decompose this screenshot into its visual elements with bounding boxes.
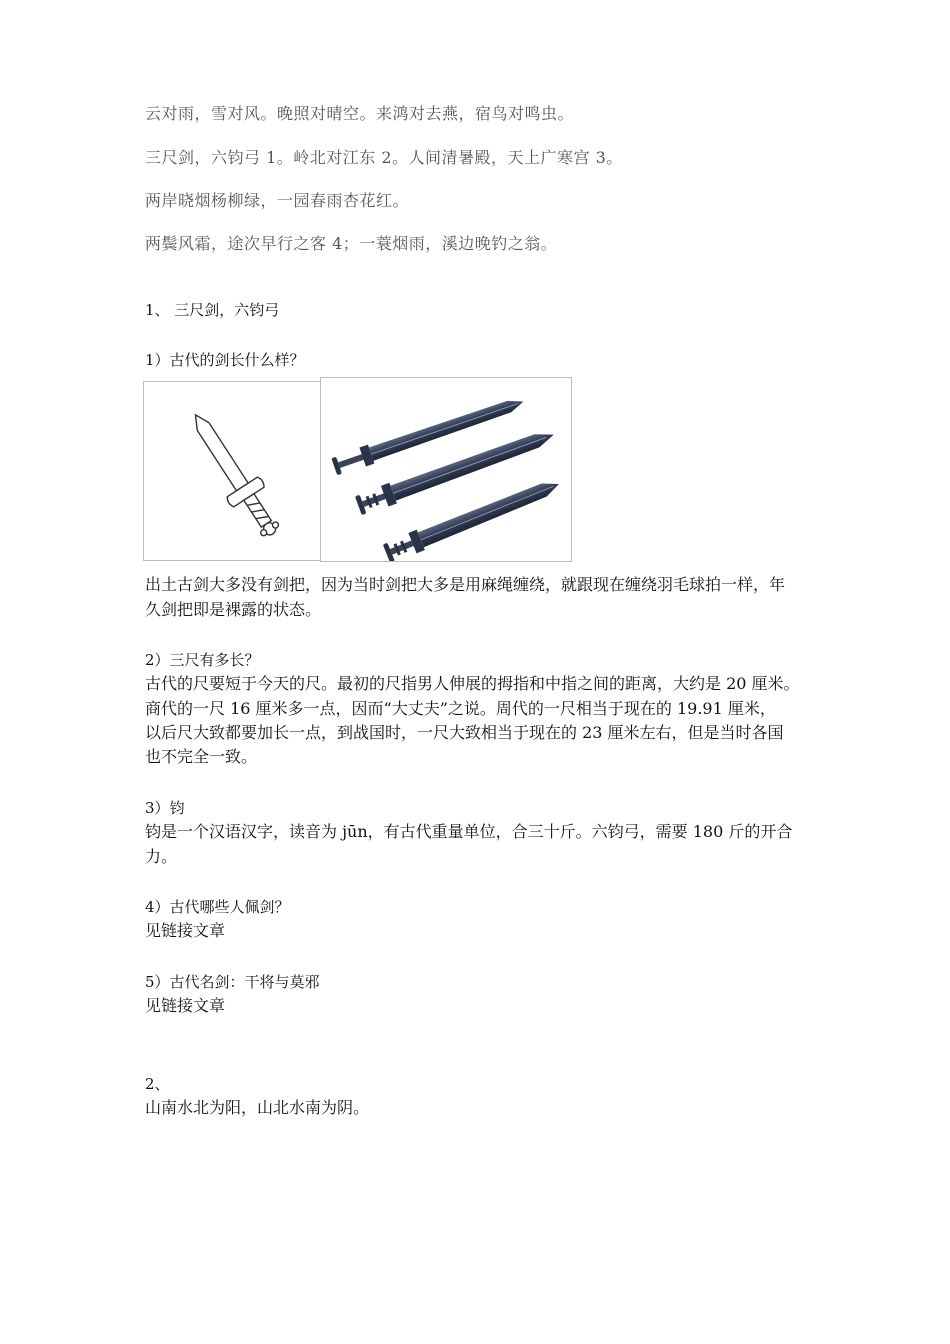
- q5-title: 5）古代名剑：干将与莫邪: [145, 973, 320, 991]
- q4-link-text: 见链接文章: [145, 921, 226, 940]
- q3-line-1: 钧是一个汉语汉字，读音为 jūn，有古代重量单位，合三十斤。六钧弓，需要 180 斤的开合: [145, 822, 793, 841]
- section1-heading: 1、 三尺剑，六钧弓: [145, 301, 280, 319]
- q2-line-4: 也不完全一致。: [145, 747, 258, 766]
- section2-heading: 2、: [145, 1075, 170, 1093]
- bronze-swords-icon: [321, 378, 571, 561]
- poem-line-2: 三尺剑，六钧弓 1。岭北对江东 2。人间清暑殿，天上广寒宫 3。: [145, 148, 623, 167]
- q1-title: 1）古代的剑长什么样？: [145, 351, 305, 369]
- section2-text: 山南水北为阳，山北水南为阴。: [145, 1098, 370, 1117]
- q3-title: 3）钧: [145, 799, 185, 817]
- poem-line-4: 两鬓风霜，途次早行之客 4；一蓑烟雨，溪边晚钓之翁。: [145, 234, 558, 253]
- poem-line-3: 两岸晓烟杨柳绿，一园春雨杏花红。: [145, 191, 410, 210]
- q2-title: 2）三尺有多长？: [145, 651, 260, 669]
- q2-line-1: 古代的尺要短于今天的尺。最初的尺指男人伸展的拇指和中指之间的距离，大约是 20 厘米。: [145, 674, 800, 693]
- q3-line-2: 力。: [145, 847, 178, 866]
- bronze-swords-photo: [320, 377, 572, 562]
- q4-title: 4）古代哪些人佩剑？: [145, 898, 290, 916]
- q1-caption-line-2: 久剑把即是裸露的状态。: [145, 600, 322, 619]
- poem-line-1: 云对雨，雪对风。晚照对晴空。来鸿对去燕，宿鸟对鸣虫。: [145, 104, 575, 123]
- sword-icon: [144, 382, 321, 560]
- q2-line-2: 商代的一尺 16 厘米多一点，因而“大丈夫”之说。周代的一尺相当于现在的 19.91 厘米，: [145, 699, 776, 718]
- q5-link-text: 见链接文章: [145, 996, 226, 1015]
- q2-line-3: 以后尺大致都要加长一点，到战国时，一尺大致相当于现在的 23 厘米左右，但是当时各国: [145, 723, 784, 742]
- q1-caption-line-1: 出土古剑大多没有剑把，因为当时剑把大多是用麻绳缠绕，就跟现在缠绕羽毛球拍一样，年: [145, 575, 786, 594]
- sword-sketch-image: [143, 381, 322, 561]
